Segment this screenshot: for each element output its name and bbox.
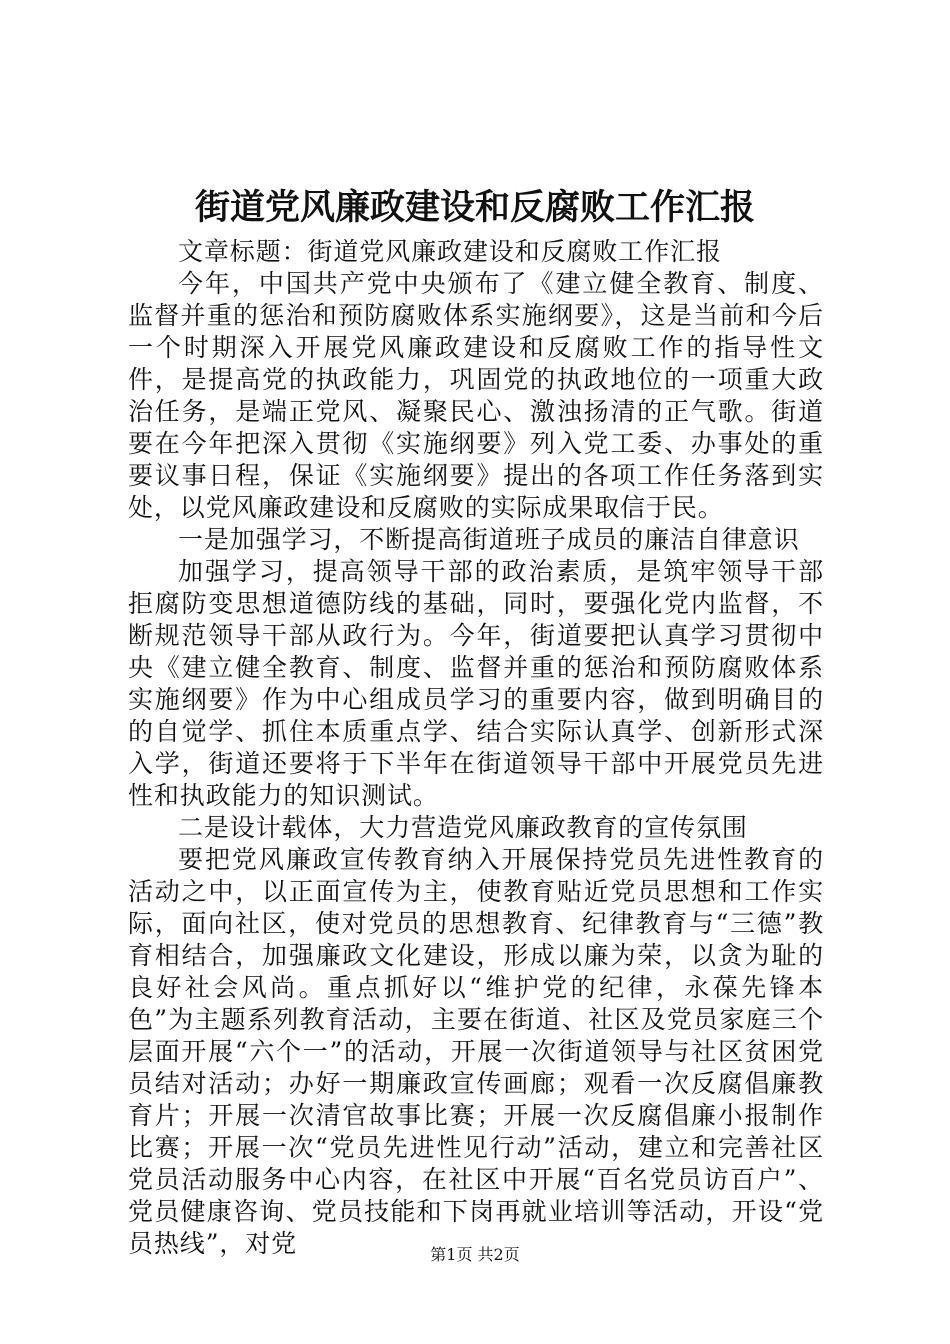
article-title-line: 文章标题：街道党风廉政建设和反腐败工作汇报 [178, 237, 722, 266]
intro-paragraph: 今年，中国共产党中央颁布了《建立健全教育、制度、监督并重的惩治和预防腐败体系实施纲要》，这是当前和今后一个时期深入开展党风廉政建设和反腐败工作的指导性文件，是提高党的执政能力，巩固党的执政地位的一项重大政治任务，是端正党风、凝聚民心、激浊扬清的正气歌。街道要在今年把深入贯彻《实施纲要》列入党工委、办事处的重要议事日程，保证《实施纲要》提出的各项工作任务落到实处，以党风廉政建设和反腐败的实际成果取信于民。 [128, 269, 824, 522]
page-footer: 第1页 共2页 [430, 1245, 520, 1264]
section-heading-1: 一是加强学习，不断提高街道班子成员的廉洁自律意识 [178, 525, 800, 554]
document-body [128, 236, 824, 1260]
section-heading-2: 二是设计载体，大力营造党风廉政教育的宣传氛围 [178, 813, 748, 842]
section-2-paragraph: 要把党风廉政宣传教育纳入开展保持党员先进性教育的活动之中，以正面宣传为主，使教育贴近党员思想和工作实际，面向社区，使对党员的思想教育、纪律教育与“三德”教育相结合，加强廉政文化建设，形成以廉为荣，以贪为耻的良好社会风尚。重点抓好以“维护党的纪律，永葆先锋本色”为主题系列教育活动，主要在街道、社区及党员家庭三个层面开展“六个一”的活动，开展一次街道领导与社区贫困党员结对活动；办好一期廉政宣传画廊；观看一次反腐倡廉教育片；开展一次清官故事比赛；开展一次反腐倡廉小报制作比赛；开展一次“党员先进性见行动”活动，建立和完善社区党员活动服务中心内容，在社区中开展“百名党员访百户”、党员健康咨询、党员技能和下岗再就业培训等活动，开设“党员热线”，对党 [128, 845, 824, 1258]
section-1-paragraph: 加强学习，提高领导干部的政治素质，是筑牢领导干部拒腐防变思想道德防线的基础，同时，要强化党内监督，不断规范领导干部从政行为。今年，街道要把认真学习贯彻中央《建立健全教育、制度、监督并重的惩治和预防腐败体系实施纲要》作为中心组成员学习的重要内容，做到明确目的的自觉学、抓住本质重点学、结合实际认真学、创新形式深入学，街道还要将于下半年在街道领导干部中开展党员先进性和执政能力的知识测试。 [128, 557, 824, 810]
document-title: 街道党风廉政建设和反腐败工作汇报 [194, 187, 755, 228]
